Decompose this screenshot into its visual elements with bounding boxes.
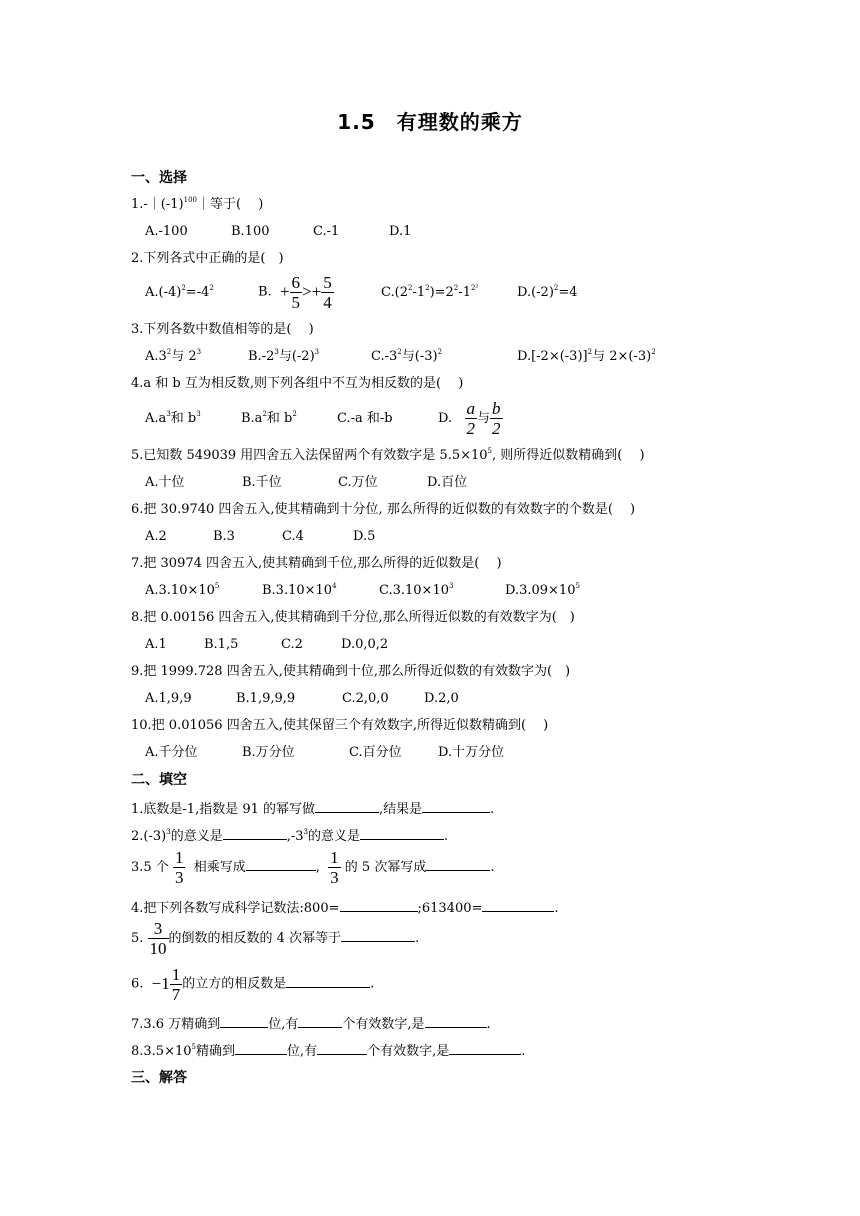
fraction: $\frac{3}{10}$ — [149, 919, 167, 958]
answer-blank[interactable] — [340, 899, 418, 912]
option-a: $A.(-4)^2=-4^2$ — [145, 283, 214, 300]
answer-blank[interactable] — [286, 975, 370, 988]
question-9-options — [145, 690, 459, 708]
option-c: C.-a 和-b — [337, 411, 393, 426]
answer-blank[interactable] — [426, 858, 490, 871]
option-a: A.千分位 — [145, 745, 198, 760]
option-b: B.3 — [213, 529, 235, 544]
answer-blank[interactable] — [235, 1042, 287, 1055]
option-b: $B.-2^3$与$(-2)^3$ — [248, 348, 320, 364]
answer-blank[interactable] — [449, 1042, 521, 1055]
option-a: $A.3^2$与 $2^3$ — [145, 348, 202, 364]
question-10: 10.把 0.01056 四舍五入,使其保留三个有效数字,所得近似数精确到( ) — [131, 718, 549, 733]
question-1: $1.-|(-1)^{100}|$等于( ) — [131, 196, 264, 212]
option-d: D.十万分位 — [438, 745, 505, 760]
option-a: $A.3.10\times 10^5$ — [145, 582, 220, 598]
fraction: $\frac{a}{2}$ — [466, 399, 475, 438]
fill-question-6: 6. −1 $\frac{1}{7}$ 的立方的相反数是 . — [131, 964, 375, 1004]
option-d: D. $\frac{a}{2}$ 与 $\frac{b}{2}$ — [438, 399, 501, 438]
answer-blank[interactable] — [315, 800, 379, 813]
answer-blank[interactable] — [223, 827, 287, 840]
fraction: $\frac{1}{7}$ — [171, 964, 181, 1004]
question-2: 2.下列各式中正确的是( ) — [131, 251, 284, 266]
answer-blank[interactable] — [425, 1015, 487, 1028]
option-c: C.万位 — [338, 475, 378, 490]
option-c: $C.3.10\times 10^3$ — [379, 582, 454, 598]
question-1-options — [145, 223, 411, 241]
fill-question-1: 1.底数是-1,指数是 91 的幂写做 ,结果是 . — [131, 802, 495, 817]
fill-question-5: 5. $\frac{3}{10}$ 的倒数的相反数的 4 次幂等于 . — [131, 919, 420, 958]
section-answer-heading: 三、解答 — [131, 1070, 187, 1086]
fraction: $\frac{5}{4}$ — [323, 272, 332, 312]
option-c: $C.(2^2-1^2)=2^2-1^{2^2}$ — [381, 283, 479, 300]
option-d: D.5 — [353, 529, 376, 544]
option-b: B. + $\frac{6}{5}$ >+ $\frac{5}{4}$ — [258, 272, 332, 312]
question-9: 9.把 1999.728 四舍五入,使其精确到十位,那么所得近似数的有效数字为( ) — [131, 664, 571, 679]
option-b: B.1,5 — [204, 637, 239, 652]
fraction: $\frac{6}{5}$ — [291, 272, 301, 312]
option-b: $B.3.10\times 10^4$ — [262, 582, 337, 598]
fraction: $\frac{1}{3}$ — [174, 848, 184, 887]
question-7-options — [145, 582, 580, 600]
fraction: $\frac{b}{2}$ — [492, 399, 501, 438]
fill-question-3: 3.5 个 $\frac{1}{3}$ 相乘写成 , $\frac{1}{3}$ 的 5 次幂写成 . — [131, 848, 495, 887]
fill-question-2: $2.(-3)^3$的意义是 $,-3^3$的意义是 . — [131, 828, 449, 844]
question-7: 7.把 30974 四舍五入,使其精确到千位,那么所得的近似数是( ) — [131, 556, 502, 571]
option-a: A.2 — [145, 529, 167, 544]
fill-question-7: 7.3.6 万精确到 位,有 个有效数字,是 . — [131, 1017, 491, 1032]
answer-blank[interactable] — [422, 800, 490, 813]
question-8-options — [145, 636, 388, 654]
option-c: C.-1 — [313, 224, 340, 239]
option-a: A.十位 — [145, 475, 185, 490]
section-choice-heading: 一、选择 — [131, 170, 187, 186]
question-4: 4.a 和 b 互为相反数,则下列各组中不互为相反数的是( ) — [131, 376, 464, 391]
question-3: 3.下列各数中数值相等的是( ) — [131, 322, 314, 337]
question-5: 5.已知数 549039 用四舍五入法保留两个有效数字是 $5.5\times 10^5$, 则所得近似数精确到( ) — [131, 447, 645, 463]
option-b: B.1,9,9,9 — [236, 691, 296, 706]
option-d: D.1 — [389, 224, 412, 239]
option-d: D.2,0 — [424, 691, 459, 706]
answer-blank[interactable] — [482, 899, 554, 912]
option-c: C.4 — [282, 529, 304, 544]
option-d: $D.(-2)^2=4$ — [517, 283, 578, 300]
answer-blank[interactable] — [341, 929, 415, 942]
option-a: A.1 — [145, 637, 167, 652]
answer-blank[interactable] — [246, 858, 316, 871]
section-fill-heading: 二、填空 — [131, 772, 187, 788]
answer-blank[interactable] — [220, 1015, 268, 1028]
question-6: 6.把 30.9740 四舍五入,使其精确到十分位, 那么所得的近似数的有效数字的个数是( ) — [131, 502, 636, 517]
option-a: A.1,9,9 — [145, 691, 192, 706]
question-2-options — [145, 270, 578, 314]
question-8: 8.把 0.00156 四舍五入,使其精确到千分位,那么所得近似数的有效数字为( ) — [131, 610, 575, 625]
fill-question-4: 4.把下列各数写成科学记数法:800= ;613400= . — [131, 901, 559, 916]
option-b: B.万分位 — [242, 745, 295, 760]
question-6-options — [145, 528, 375, 546]
option-d: D.0,0,2 — [341, 637, 389, 652]
option-d: D.百位 — [427, 475, 468, 490]
option-c: C.2,0,0 — [342, 691, 389, 706]
option-c: C.百分位 — [349, 745, 402, 760]
fill-question-8: $8.3.5\times 10^5$精确到 位,有 个有效数字,是 . — [131, 1043, 526, 1059]
option-a: A.-100 — [145, 224, 188, 239]
option-b: $B.a^2$和 $b^2$ — [241, 410, 297, 426]
option-d: $D.3.09\times 10^5$ — [505, 582, 580, 598]
option-d: $D.[-2\times(-3)]^2$与 $2\times(-3)^2$ — [517, 348, 656, 364]
answer-blank[interactable] — [298, 1015, 342, 1028]
question-10-options — [145, 744, 504, 762]
question-5-options — [145, 474, 467, 492]
option-b: B.100 — [231, 224, 270, 239]
option-c: $C.-3^2$与$(-3)^2$ — [371, 348, 443, 364]
option-c: C.2 — [281, 637, 303, 652]
question-4-options — [145, 397, 503, 441]
answer-blank[interactable] — [317, 1042, 367, 1055]
answer-blank[interactable] — [360, 827, 444, 840]
page-title: 1.5 有理数的乘方 — [337, 110, 523, 134]
option-a: $A.a^3$和 $b^3$ — [145, 410, 201, 426]
question-3-options — [145, 348, 656, 366]
fraction: $\frac{1}{3}$ — [330, 848, 339, 887]
option-b: B.千位 — [242, 475, 282, 490]
